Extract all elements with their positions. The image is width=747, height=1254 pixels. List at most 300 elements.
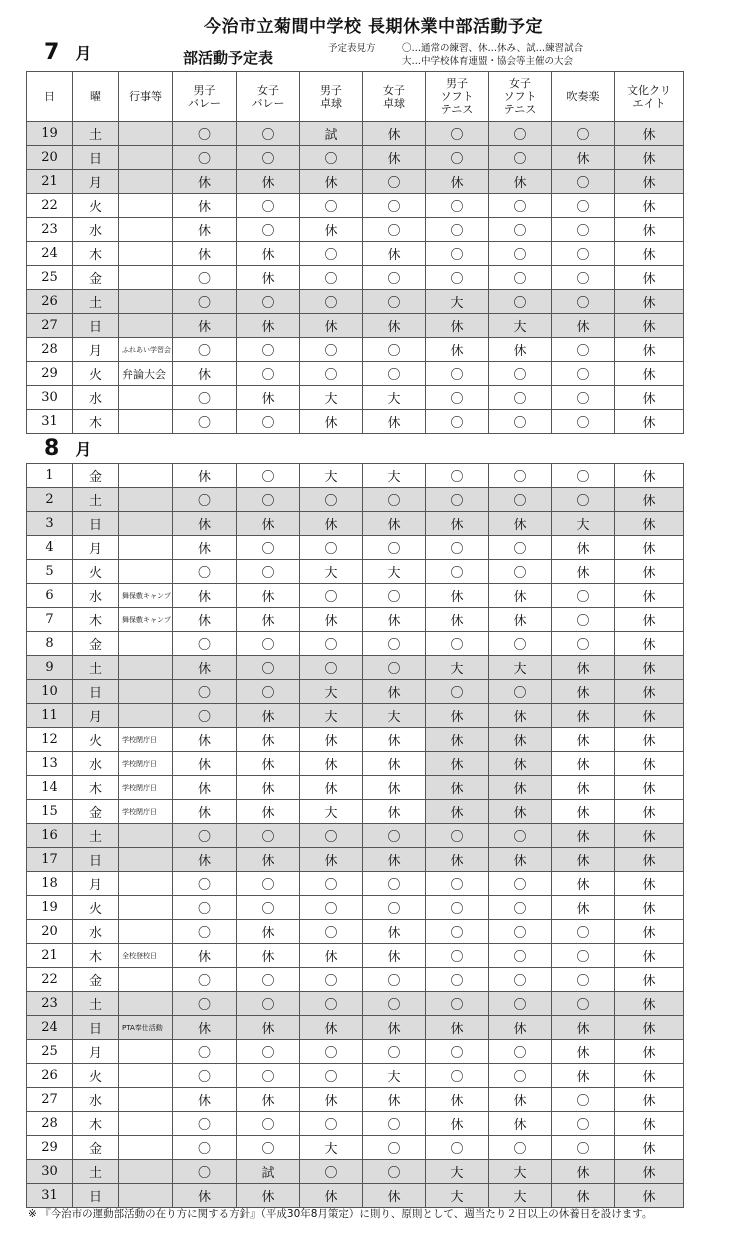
status-cell: 休 — [552, 146, 615, 170]
weekday-cell: 木 — [73, 944, 119, 968]
footnote: ※ 『今治市の運動部活動の在り方に関する方針』（平成30年8月策定）に則り、原則として、週当たり２日以上の休養日を設けます。 — [28, 1208, 653, 1220]
status-cell: 休 — [615, 488, 684, 512]
event-cell: 学校閉庁日 — [119, 728, 173, 752]
status-cell: 〇 — [237, 1112, 300, 1136]
day-cell: 21 — [27, 170, 73, 194]
status-cell: 休 — [300, 512, 363, 536]
status-cell: 休 — [173, 512, 237, 536]
day-cell: 9 — [27, 656, 73, 680]
status-cell: 〇 — [552, 290, 615, 314]
schedule-row — [27, 386, 684, 410]
status-cell: 〇 — [552, 218, 615, 242]
month-number: 8 — [44, 436, 60, 461]
status-cell: 〇 — [363, 218, 426, 242]
status-cell: 大 — [363, 704, 426, 728]
status-cell: 休 — [237, 848, 300, 872]
schedule-row — [27, 896, 684, 920]
status-cell: 〇 — [173, 1064, 237, 1088]
day-cell: 14 — [27, 776, 73, 800]
status-cell: 〇 — [552, 944, 615, 968]
weekday-cell: 土 — [73, 122, 119, 146]
status-cell: 〇 — [426, 560, 489, 584]
status-cell: 〇 — [300, 584, 363, 608]
status-cell: 〇 — [363, 824, 426, 848]
day-cell: 4 — [27, 536, 73, 560]
status-cell: 休 — [363, 1088, 426, 1112]
status-cell: 〇 — [552, 1136, 615, 1160]
status-cell: 〇 — [300, 146, 363, 170]
status-cell: 休 — [300, 752, 363, 776]
status-cell: 休 — [552, 1016, 615, 1040]
status-cell: 休 — [489, 752, 552, 776]
status-cell: 休 — [426, 728, 489, 752]
status-cell: 休 — [615, 848, 684, 872]
schedule-row — [27, 632, 684, 656]
weekday-cell: 木 — [73, 410, 119, 434]
schedule-row — [27, 776, 684, 800]
status-cell: 休 — [173, 848, 237, 872]
status-cell: 〇 — [489, 194, 552, 218]
status-cell: 休 — [615, 944, 684, 968]
status-cell: 休 — [173, 1088, 237, 1112]
status-cell: 休 — [237, 512, 300, 536]
schedule-row — [27, 1136, 684, 1160]
status-cell: 休 — [552, 704, 615, 728]
schedule-row — [27, 872, 684, 896]
status-cell: 〇 — [173, 266, 237, 290]
status-cell: 〇 — [300, 1064, 363, 1088]
status-cell: 休 — [173, 1184, 237, 1208]
status-cell: 〇 — [173, 1160, 237, 1184]
status-cell: 〇 — [552, 488, 615, 512]
status-cell: 〇 — [426, 194, 489, 218]
status-cell: 休 — [300, 728, 363, 752]
status-cell: 休 — [173, 608, 237, 632]
status-cell: 休 — [615, 362, 684, 386]
legend-line-2: 大…中学校体育連盟・協会等主催の大会 — [402, 56, 574, 67]
status-cell: 休 — [615, 1136, 684, 1160]
status-cell: 休 — [615, 386, 684, 410]
status-cell: 休 — [300, 1016, 363, 1040]
status-cell: 〇 — [489, 536, 552, 560]
day-cell: 31 — [27, 410, 73, 434]
status-cell: 休 — [237, 728, 300, 752]
status-cell: 休 — [300, 776, 363, 800]
status-cell: 休 — [489, 170, 552, 194]
status-cell: 〇 — [552, 362, 615, 386]
day-cell: 18 — [27, 872, 73, 896]
status-cell: 大 — [300, 704, 363, 728]
status-cell: 〇 — [489, 920, 552, 944]
status-cell: 休 — [552, 896, 615, 920]
status-cell: 〇 — [237, 896, 300, 920]
event-cell — [119, 1136, 173, 1160]
column-header: 曜 — [73, 72, 119, 122]
day-cell: 15 — [27, 800, 73, 824]
status-cell: 休 — [363, 1016, 426, 1040]
status-cell: 休 — [237, 800, 300, 824]
status-cell: 〇 — [363, 992, 426, 1016]
status-cell: 休 — [426, 704, 489, 728]
status-cell: 大 — [552, 512, 615, 536]
status-cell: 休 — [300, 170, 363, 194]
day-cell: 19 — [27, 896, 73, 920]
status-cell: 休 — [552, 1160, 615, 1184]
status-cell: 休 — [615, 1064, 684, 1088]
status-cell: 〇 — [173, 1040, 237, 1064]
weekday-cell: 水 — [73, 752, 119, 776]
event-cell: ふれあい学習会 — [119, 338, 173, 362]
event-cell: PTA奉仕活動 — [119, 1016, 173, 1040]
status-cell: 〇 — [426, 386, 489, 410]
status-cell: 大 — [363, 560, 426, 584]
status-cell: 〇 — [426, 632, 489, 656]
event-cell — [119, 968, 173, 992]
status-cell: 休 — [426, 1112, 489, 1136]
column-header: 男子 ソフト テニス — [426, 72, 489, 122]
status-cell: 〇 — [237, 410, 300, 434]
day-cell: 5 — [27, 560, 73, 584]
status-cell: 休 — [489, 338, 552, 362]
status-cell: 休 — [615, 314, 684, 338]
status-cell: 〇 — [237, 464, 300, 488]
status-cell: 〇 — [426, 146, 489, 170]
status-cell: 〇 — [489, 872, 552, 896]
status-cell: 休 — [363, 944, 426, 968]
schedule-row — [27, 1016, 684, 1040]
status-cell: 大 — [363, 464, 426, 488]
day-cell: 23 — [27, 992, 73, 1016]
status-cell: 休 — [615, 560, 684, 584]
schedule-row — [27, 680, 684, 704]
status-cell: 休 — [426, 338, 489, 362]
status-cell: 〇 — [300, 872, 363, 896]
status-cell: 休 — [489, 1016, 552, 1040]
status-cell: 〇 — [552, 194, 615, 218]
status-cell: 休 — [615, 1184, 684, 1208]
status-cell: 〇 — [426, 1064, 489, 1088]
schedule-row — [27, 608, 684, 632]
status-cell: 休 — [489, 584, 552, 608]
status-cell: 休 — [173, 194, 237, 218]
event-cell — [119, 314, 173, 338]
day-cell: 7 — [27, 608, 73, 632]
status-cell: 休 — [615, 170, 684, 194]
schedule-table-july — [26, 71, 684, 434]
event-cell — [119, 824, 173, 848]
status-cell: 休 — [363, 920, 426, 944]
status-cell: 〇 — [173, 560, 237, 584]
weekday-cell: 金 — [73, 968, 119, 992]
weekday-cell: 木 — [73, 776, 119, 800]
event-cell — [119, 1088, 173, 1112]
day-cell: 10 — [27, 680, 73, 704]
day-cell: 24 — [27, 1016, 73, 1040]
status-cell: 休 — [237, 266, 300, 290]
schedule-row — [27, 752, 684, 776]
status-cell: 〇 — [173, 410, 237, 434]
status-cell: 〇 — [363, 362, 426, 386]
schedule-row — [27, 728, 684, 752]
status-cell: 〇 — [173, 872, 237, 896]
status-cell: 休 — [426, 752, 489, 776]
status-cell: 休 — [615, 800, 684, 824]
status-cell: 〇 — [552, 386, 615, 410]
status-cell: 〇 — [300, 992, 363, 1016]
day-cell: 1 — [27, 464, 73, 488]
event-cell: 学校閉庁日 — [119, 800, 173, 824]
status-cell: 〇 — [237, 146, 300, 170]
status-cell: 休 — [363, 752, 426, 776]
schedule-row — [27, 944, 684, 968]
day-cell: 29 — [27, 362, 73, 386]
status-cell: 休 — [363, 800, 426, 824]
status-cell: 〇 — [426, 122, 489, 146]
status-cell: 〇 — [489, 386, 552, 410]
day-cell: 28 — [27, 1112, 73, 1136]
status-cell: 大 — [363, 1064, 426, 1088]
event-cell — [119, 218, 173, 242]
status-cell: 休 — [300, 1184, 363, 1208]
status-cell: 〇 — [363, 194, 426, 218]
status-cell: 休 — [615, 656, 684, 680]
month-number: 7 — [44, 40, 60, 65]
weekday-cell: 月 — [73, 536, 119, 560]
schedule-row — [27, 1088, 684, 1112]
day-cell: 17 — [27, 848, 73, 872]
status-cell: 〇 — [426, 266, 489, 290]
event-cell: 舞保敷キャンプ — [119, 584, 173, 608]
day-cell: 30 — [27, 386, 73, 410]
event-cell — [119, 704, 173, 728]
weekday-cell: 火 — [73, 194, 119, 218]
status-cell: 休 — [237, 1184, 300, 1208]
status-cell: 〇 — [300, 488, 363, 512]
status-cell: 〇 — [489, 680, 552, 704]
day-cell: 27 — [27, 314, 73, 338]
day-cell: 19 — [27, 122, 73, 146]
status-cell: 休 — [615, 632, 684, 656]
status-cell: 休 — [615, 680, 684, 704]
weekday-cell: 月 — [73, 338, 119, 362]
schedule-row — [27, 410, 684, 434]
day-cell: 2 — [27, 488, 73, 512]
status-cell: 大 — [363, 386, 426, 410]
status-cell: 〇 — [173, 824, 237, 848]
event-cell: 舞保敷キャンプ — [119, 608, 173, 632]
weekday-cell: 火 — [73, 1064, 119, 1088]
event-cell — [119, 1184, 173, 1208]
event-cell: 弁論大会 — [119, 362, 173, 386]
status-cell: 休 — [426, 512, 489, 536]
status-cell: 〇 — [300, 536, 363, 560]
day-cell: 25 — [27, 1040, 73, 1064]
weekday-cell: 月 — [73, 704, 119, 728]
status-cell: 〇 — [426, 680, 489, 704]
status-cell: 〇 — [173, 968, 237, 992]
status-cell: 〇 — [426, 464, 489, 488]
status-cell: 〇 — [363, 338, 426, 362]
status-cell: 〇 — [363, 1160, 426, 1184]
event-cell: 全校登校日 — [119, 944, 173, 968]
day-cell: 25 — [27, 266, 73, 290]
status-cell: 〇 — [363, 536, 426, 560]
status-cell: 休 — [173, 1016, 237, 1040]
event-cell — [119, 920, 173, 944]
day-cell: 24 — [27, 242, 73, 266]
schedule-row — [27, 218, 684, 242]
status-cell: 〇 — [489, 362, 552, 386]
status-cell: 〇 — [300, 266, 363, 290]
status-cell: 休 — [615, 896, 684, 920]
status-cell: 休 — [237, 314, 300, 338]
status-cell: 〇 — [552, 242, 615, 266]
status-cell: 〇 — [552, 338, 615, 362]
status-cell: 〇 — [300, 968, 363, 992]
event-cell — [119, 560, 173, 584]
status-cell: 〇 — [237, 1040, 300, 1064]
status-cell: 休 — [237, 1016, 300, 1040]
status-cell: 休 — [426, 314, 489, 338]
status-cell: 〇 — [237, 968, 300, 992]
weekday-cell: 水 — [73, 920, 119, 944]
status-cell: 〇 — [552, 122, 615, 146]
event-cell — [119, 386, 173, 410]
status-cell: 休 — [426, 1088, 489, 1112]
status-cell: 〇 — [426, 488, 489, 512]
status-cell: 休 — [615, 290, 684, 314]
day-cell: 26 — [27, 1064, 73, 1088]
status-cell: 〇 — [552, 632, 615, 656]
status-cell: 〇 — [237, 290, 300, 314]
schedule-row — [27, 194, 684, 218]
weekday-cell: 火 — [73, 362, 119, 386]
status-cell: 休 — [552, 752, 615, 776]
weekday-cell: 水 — [73, 386, 119, 410]
status-cell: 大 — [300, 560, 363, 584]
status-cell: 休 — [615, 338, 684, 362]
status-cell: 〇 — [363, 968, 426, 992]
day-cell: 12 — [27, 728, 73, 752]
status-cell: 〇 — [237, 488, 300, 512]
status-cell: 大 — [489, 1160, 552, 1184]
status-cell: 休 — [552, 800, 615, 824]
status-cell: 休 — [552, 824, 615, 848]
event-cell — [119, 170, 173, 194]
status-cell: 休 — [237, 170, 300, 194]
schedule-row — [27, 1160, 684, 1184]
status-cell: 〇 — [300, 1040, 363, 1064]
status-cell: 休 — [489, 512, 552, 536]
event-cell — [119, 290, 173, 314]
status-cell: 休 — [173, 242, 237, 266]
status-cell: 〇 — [173, 896, 237, 920]
status-cell: 休 — [615, 584, 684, 608]
status-cell: 〇 — [173, 338, 237, 362]
schedule-row — [27, 920, 684, 944]
status-cell: 〇 — [237, 824, 300, 848]
status-cell: 休 — [426, 608, 489, 632]
status-cell: 〇 — [237, 632, 300, 656]
day-cell: 22 — [27, 968, 73, 992]
status-cell: 〇 — [552, 992, 615, 1016]
status-cell: 〇 — [173, 1112, 237, 1136]
status-cell: 休 — [615, 242, 684, 266]
status-cell: 〇 — [300, 362, 363, 386]
status-cell: 休 — [173, 656, 237, 680]
month-label-august — [44, 436, 91, 461]
status-cell: 〇 — [300, 896, 363, 920]
status-cell: 〇 — [426, 242, 489, 266]
status-cell: 〇 — [426, 410, 489, 434]
status-cell: 休 — [615, 218, 684, 242]
day-cell: 3 — [27, 512, 73, 536]
status-cell: 〇 — [300, 824, 363, 848]
status-cell: 休 — [300, 410, 363, 434]
status-cell: 休 — [363, 122, 426, 146]
event-cell — [119, 680, 173, 704]
weekday-cell: 日 — [73, 146, 119, 170]
status-cell: 〇 — [363, 584, 426, 608]
status-cell: 休 — [300, 314, 363, 338]
schedule-row — [27, 968, 684, 992]
status-cell: 〇 — [237, 656, 300, 680]
status-cell: 休 — [552, 560, 615, 584]
status-cell: 〇 — [237, 362, 300, 386]
weekday-cell: 土 — [73, 488, 119, 512]
status-cell: 休 — [363, 242, 426, 266]
event-cell — [119, 242, 173, 266]
status-cell: 〇 — [552, 968, 615, 992]
status-cell: 〇 — [426, 920, 489, 944]
status-cell: 休 — [615, 992, 684, 1016]
weekday-cell: 日 — [73, 512, 119, 536]
status-cell: 休 — [173, 536, 237, 560]
status-cell: 休 — [615, 410, 684, 434]
event-cell — [119, 632, 173, 656]
schedule-row — [27, 338, 684, 362]
schedule-body-july — [27, 122, 684, 434]
status-cell: 〇 — [237, 122, 300, 146]
event-cell — [119, 410, 173, 434]
status-cell: 〇 — [173, 122, 237, 146]
status-cell: 〇 — [552, 920, 615, 944]
month-word: 月 — [75, 44, 92, 63]
status-cell: 大 — [489, 314, 552, 338]
weekday-cell: 日 — [73, 1016, 119, 1040]
status-cell: 休 — [300, 944, 363, 968]
column-header: 女子 卓球 — [363, 72, 426, 122]
status-cell: 休 — [426, 848, 489, 872]
status-cell: 休 — [237, 920, 300, 944]
status-cell: 休 — [173, 362, 237, 386]
weekday-cell: 金 — [73, 632, 119, 656]
status-cell: 〇 — [300, 920, 363, 944]
weekday-cell: 金 — [73, 800, 119, 824]
schedule-row — [27, 314, 684, 338]
status-cell: 休 — [426, 776, 489, 800]
event-cell — [119, 122, 173, 146]
status-cell: 休 — [489, 776, 552, 800]
status-cell: 〇 — [426, 824, 489, 848]
schedule-row — [27, 584, 684, 608]
schedule-row — [27, 464, 684, 488]
schedule-row — [27, 290, 684, 314]
status-cell: 大 — [426, 1184, 489, 1208]
status-cell: 休 — [363, 1184, 426, 1208]
event-cell — [119, 146, 173, 170]
status-cell: 大 — [300, 386, 363, 410]
